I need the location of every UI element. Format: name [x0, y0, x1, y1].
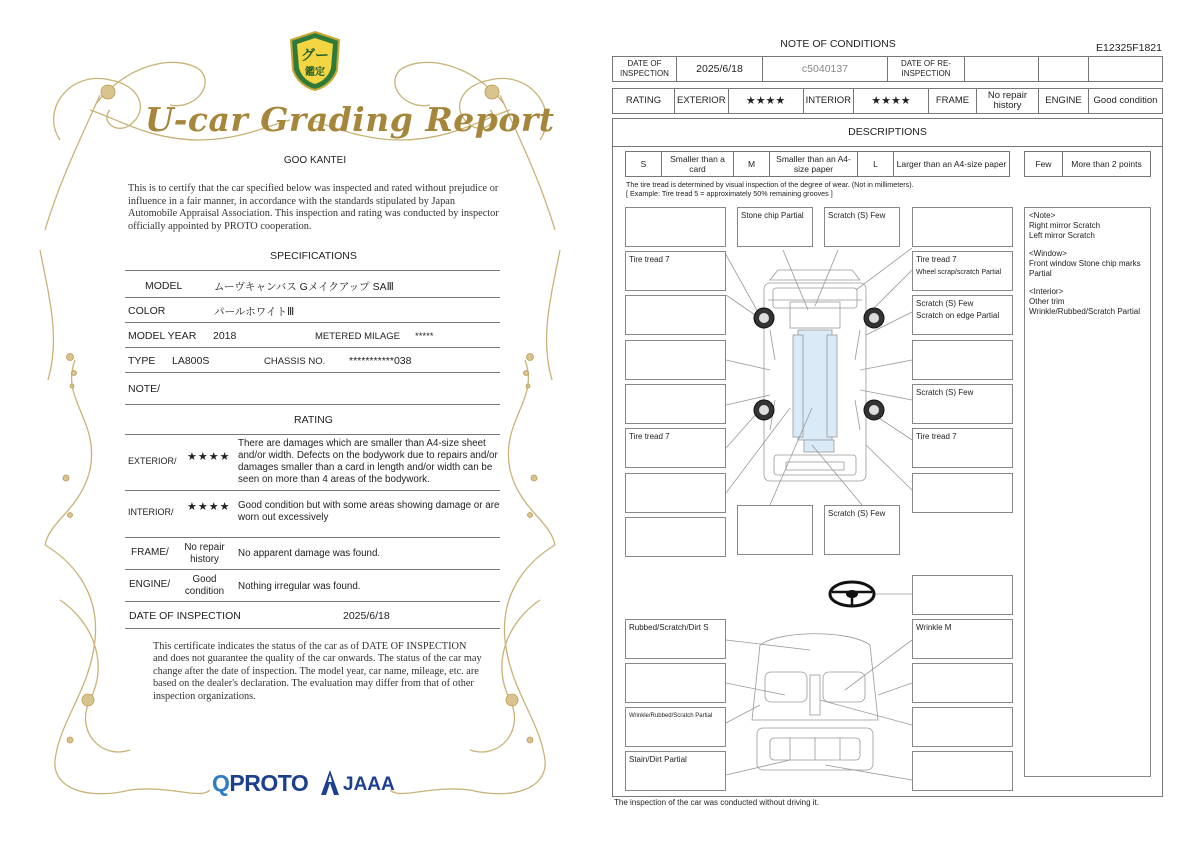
rating-label: RATING: [613, 89, 675, 114]
divider: [125, 569, 500, 570]
specifications-heading: SPECIFICATIONS: [270, 250, 357, 262]
divider: [125, 297, 500, 298]
interior-stars: ★★★★: [853, 89, 928, 114]
descriptions-heading: DESCRIPTIONS: [848, 126, 927, 138]
exterior-label: EXTERIOR/: [128, 456, 177, 466]
interior-label: INTERIOR: [803, 89, 853, 114]
frame-label: FRAME: [928, 89, 976, 114]
divider: [613, 146, 1162, 147]
exterior-stars: ★★★★: [187, 451, 231, 463]
condition-box-stone-chip: Stone chip Partial: [737, 207, 813, 247]
notes-panel: [1024, 207, 1151, 777]
legend-s-desc: Smaller than a card: [662, 152, 734, 177]
date-row: [127, 606, 500, 626]
divider: [125, 537, 500, 538]
note-heading: <Note>: [1029, 211, 1056, 220]
legend-l: L: [858, 152, 894, 177]
certification-text: This is to certify that the car specified below was inspected and rated without prejudice or influence in a fair manner, in accordance with the standards stipulated by Japan Automobile Appraisal Association. This inspection and rating was conducted by inspector officially appointed by PROTO cooperation.: [128, 183, 499, 232]
engine-label: ENGINE: [1038, 89, 1088, 114]
jaaa-logo-text: JAAA: [343, 774, 395, 795]
size-legend-table: [625, 151, 1010, 177]
divider: [125, 372, 500, 373]
condition-box-scratch-top: Scratch (S) Few: [824, 207, 900, 247]
inspection-footer-note: The inspection of the car was conducted without driving it.: [614, 798, 819, 807]
color-value: パールホワイトⅢ: [214, 305, 295, 318]
engine-label: ENGINE/: [129, 579, 171, 590]
exterior-stars: ★★★★: [728, 89, 803, 114]
model-value: ムーヴキャンバス Gメイクアップ SAⅢ: [214, 280, 394, 293]
rating-table: [612, 88, 1163, 114]
legend-l-desc: Larger than an A4-size paper: [894, 152, 1010, 177]
tire-front-right-subtext: Wheel scrap/scratch Partial: [916, 269, 1002, 276]
condition-box-scratch-bottom: Scratch (S) Few: [824, 505, 900, 555]
divider: [125, 404, 500, 405]
condition-box-rubbed: Rubbed/Scratch/Dirt S: [625, 619, 726, 659]
condition-box: [625, 663, 726, 703]
proto-logo-text: PROTO: [229, 770, 309, 796]
date-of-inspection-label: DATE OF INSPECTION: [613, 57, 677, 82]
condition-box-scratch-right: [912, 295, 1013, 335]
scratch-right-text: Scratch (S) Few: [916, 299, 974, 308]
model-year-label: MODEL YEAR: [128, 330, 197, 342]
frame-value: No repair history: [184, 542, 225, 565]
date-value: 2025/6/18: [343, 610, 390, 622]
condition-box-tire-rear-left: Tire tread 7: [625, 428, 726, 468]
empty-cell: [1089, 57, 1163, 82]
note-body: Right mirror Scratch Left mirror Scratch: [1029, 221, 1101, 240]
condition-box: [912, 207, 1013, 247]
note-title: NOTE OF CONDITIONS: [780, 38, 896, 50]
interior-stars: ★★★★: [187, 501, 231, 513]
divider: [125, 347, 500, 348]
legend-s: S: [626, 152, 662, 177]
frame-value: No repair history: [976, 89, 1038, 114]
condition-box-tire-front-right: [912, 251, 1013, 291]
metered-milage-value: *****: [415, 330, 434, 342]
legend-m-desc: Smaller than an A4-size paper: [770, 152, 858, 177]
engine-description: Nothing irregular was found.: [238, 581, 361, 592]
condition-box-tire-rear-right: Tire tread 7: [912, 428, 1013, 468]
condition-box: [625, 207, 726, 247]
scratch-right-subtext: Scratch on edge Partial: [916, 311, 1000, 320]
proto-logo: [212, 770, 308, 797]
interior-rating-row: [127, 496, 500, 532]
chassis-value: ***********038: [349, 355, 412, 367]
metered-milage-label: METERED MILAGE: [315, 330, 400, 342]
condition-box: [912, 707, 1013, 747]
condition-box: [912, 340, 1013, 380]
empty-cell: [1039, 57, 1089, 82]
re-inspection-label: DATE OF RE-INSPECTION: [888, 57, 965, 82]
divider: [125, 628, 500, 629]
jaaa-logo-icon: [320, 769, 340, 796]
window-heading: <Window>: [1029, 249, 1067, 258]
tire-tread-note: The tire tread is determined by visual inspection of the degree of wear. (Not in millimeters). [ Example: Tire tread 5 = approximately 50% remaining grooves ]: [626, 180, 914, 198]
condition-box: [912, 751, 1013, 791]
report-title: U-car Grading Report: [145, 100, 555, 139]
color-label: COLOR: [128, 305, 166, 317]
interior-body: Other trim Wrinkle/Rubbed/Scratch Partial: [1029, 297, 1141, 316]
date-of-inspection-value: 2025/6/18: [677, 57, 763, 82]
reference-number: c5040137: [763, 57, 888, 82]
frame-label: FRAME/: [131, 547, 169, 558]
condition-box: [625, 517, 726, 557]
tire-front-right-text: Tire tread 7: [916, 255, 957, 264]
exterior-description: There are damages which are smaller than A4-size sheet and/or width. Defects on the bodywork due to repairs and/or damages smaller than a card in length and/or width can be seen on more than 4 areas of the bodywork.: [238, 438, 498, 485]
type-value: LA800S: [172, 355, 210, 367]
interior-label: INTERIOR/: [128, 507, 174, 517]
divider: [125, 322, 500, 323]
interior-heading: <Interior>: [1029, 287, 1064, 296]
condition-box: [912, 473, 1013, 513]
condition-box-steering: [912, 575, 1013, 615]
engine-value: Good condition: [1088, 89, 1162, 114]
legend-few-desc: More than 2 points: [1063, 152, 1151, 177]
divider: [125, 490, 500, 491]
model-year-value: 2018: [213, 330, 237, 342]
re-inspection-value: [965, 57, 1039, 82]
condition-box: [737, 505, 813, 555]
condition-box: [625, 295, 726, 335]
model-row: [127, 276, 500, 296]
note-code: E12325F1821: [1096, 42, 1162, 54]
condition-box: [625, 340, 726, 380]
date-label: DATE OF INSPECTION: [129, 610, 241, 622]
condition-box-wrinkle-rubbed: Wrinkle/Rubbed/Scratch Partial: [625, 707, 726, 747]
type-row: [127, 351, 500, 371]
condition-box: [625, 473, 726, 513]
type-label: TYPE: [128, 355, 156, 367]
model-year-row: [127, 326, 500, 346]
rating-heading: RATING: [294, 414, 333, 426]
inspection-date-table: [612, 56, 1163, 82]
goo-kantei-badge-icon: [287, 30, 343, 92]
legend-m: M: [734, 152, 770, 177]
condition-box-stain: Stain/Dirt Partial: [625, 751, 726, 791]
condition-box-wrinkle: Wrinkle M: [912, 619, 1013, 659]
chassis-label: CHASSIS NO.: [264, 355, 326, 367]
divider: [125, 601, 500, 602]
exterior-label: EXTERIOR: [675, 89, 729, 114]
divider: [125, 270, 500, 271]
model-label: MODEL: [145, 280, 183, 292]
color-row: [127, 301, 500, 321]
exterior-rating-row: [127, 437, 500, 489]
condition-box: [912, 663, 1013, 703]
window-body: Front window Stone chip marks Partial: [1029, 259, 1141, 278]
frame-rating-row: [127, 540, 500, 568]
report-subtitle: GOO KANTEI: [283, 155, 347, 166]
engine-value: Good condition: [184, 574, 225, 597]
svg-text:グー: グー: [301, 48, 329, 64]
condition-box-tire-front-left: Tire tread 7: [625, 251, 726, 291]
condition-box: [625, 384, 726, 424]
certificate-footnote: This certificate indicates the status of the car as of DATE OF INSPECTION and does not guarantee the quality of the car onwards. The status of the car may change after the date of inspection. The model year, car name, mileage, etc. are based on the dealer's declaration. The evaluation may differ from that of other inspection organizations.: [153, 641, 482, 702]
frame-description: No apparent damage was found.: [238, 548, 381, 559]
note-label: NOTE/: [128, 383, 161, 395]
divider: [125, 434, 500, 435]
engine-rating-row: [127, 573, 500, 601]
interior-description: Good condition but with some areas showing damage or are worn out excessively: [238, 500, 500, 523]
svg-text:鑑定: 鑑定: [305, 67, 325, 78]
few-legend-table: [1024, 151, 1151, 177]
note-row: [127, 379, 500, 399]
condition-box-scratch-right-2: Scratch (S) Few: [912, 384, 1013, 424]
proto-logo-mark-icon: Q: [212, 770, 230, 796]
legend-few: Few: [1025, 152, 1063, 177]
